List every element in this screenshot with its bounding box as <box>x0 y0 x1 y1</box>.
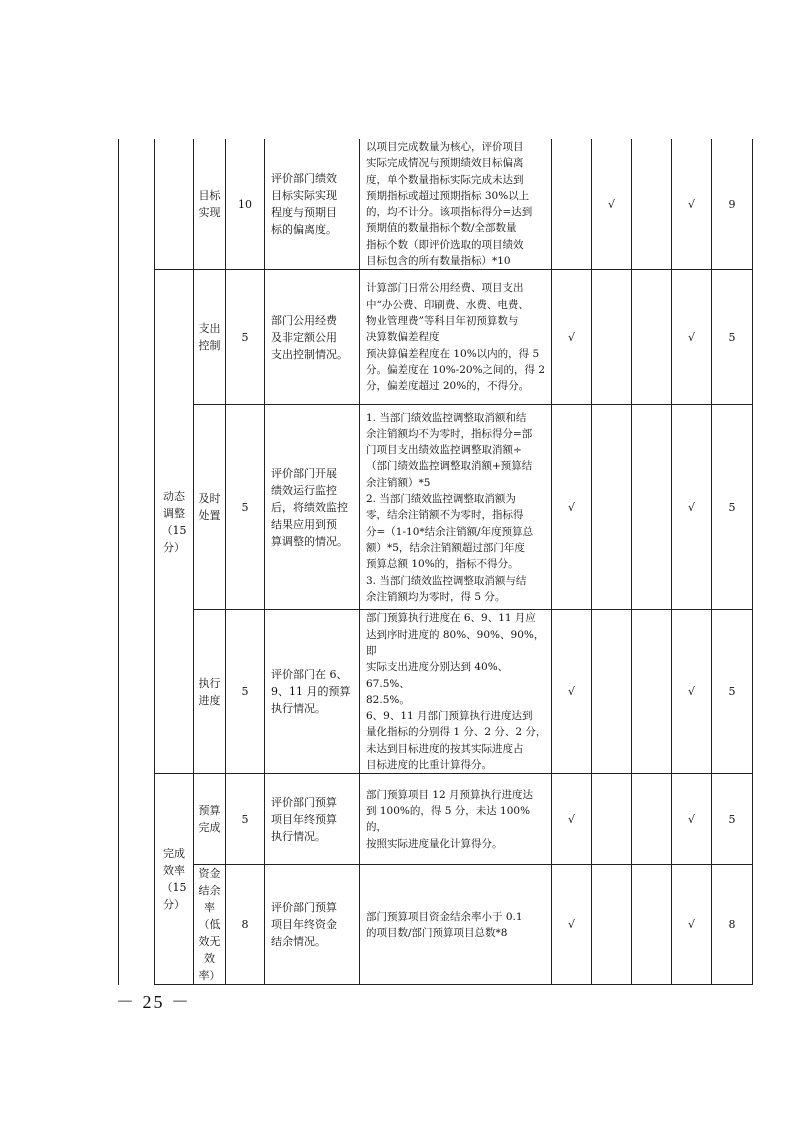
indicator-cell <box>194 405 226 610</box>
check-b-cell <box>592 270 632 405</box>
criteria-cell <box>360 139 552 270</box>
check-a-cell <box>552 139 592 270</box>
content-cell <box>265 610 360 774</box>
indicator-text: 预算 完成 <box>198 804 221 835</box>
check-a-cell: √ <box>552 774 592 865</box>
content-cell <box>265 270 360 405</box>
check-d-cell: √ <box>672 270 712 405</box>
check-c-cell <box>632 405 672 610</box>
table-row <box>119 774 753 865</box>
criteria-cell <box>360 865 552 985</box>
check-c-cell <box>632 865 672 985</box>
category-cell <box>155 139 194 270</box>
criteria-text: 部门预算项目资金结余率小于 0.1 的项目数/部门预算项目总数*8 <box>366 910 523 939</box>
check-b-cell <box>592 774 632 865</box>
content-text: 评价部门预算 项目年终资金 结余情况。 <box>271 901 337 949</box>
indicator-text: 资金 结余 率 （低 效无 效 率） <box>198 867 221 983</box>
check-b-cell: √ <box>592 139 632 270</box>
check-b-cell <box>592 865 632 985</box>
indicator-text: 支出 控制 <box>198 322 221 353</box>
indicator-text: 执行 进度 <box>198 676 221 707</box>
category-text: 完成 效率 （15 分） <box>161 847 187 912</box>
criteria-text: 部门预算执行进度在 6、9、11 月应 达到序时进度的 80%、90%、90%，即 实际支出进度分别达到 40%、67.5%、 82.5%。 6、9、11 月部门预算执行进度达到 量化指标的分别得 1 分、2 分、2 分， 未达到目标进度的按其实际进度占 目标进度的比重计算得分。 <box>366 612 547 772</box>
category-cell <box>155 774 194 985</box>
category-text: 动态 调整 （15 分） <box>161 489 187 554</box>
score-cell: 5 <box>712 774 753 865</box>
weight-cell: 5 <box>226 774 265 865</box>
criteria-cell <box>360 405 552 610</box>
content-text: 部门公用经费 及非定额公用 支出控制情况。 <box>271 313 348 361</box>
score-cell: 5 <box>712 405 753 610</box>
blank-left-cell <box>119 139 155 985</box>
content-text: 评价部门在 6、 9、11 月的预算 执行情况。 <box>271 668 351 716</box>
weight-cell: 5 <box>226 610 265 774</box>
weight-cell: 10 <box>226 139 265 270</box>
table-row <box>119 610 753 774</box>
check-c-cell <box>632 610 672 774</box>
content-text: 评价部门预算 项目年终预算 执行情况。 <box>271 795 337 843</box>
criteria-cell <box>360 774 552 865</box>
content-cell <box>265 405 360 610</box>
check-c-cell <box>632 774 672 865</box>
check-c-cell <box>632 270 672 405</box>
check-d-cell: √ <box>672 139 712 270</box>
check-a-cell: √ <box>552 405 592 610</box>
check-d-cell: √ <box>672 774 712 865</box>
score-cell: 9 <box>712 139 753 270</box>
criteria-text: 计算部门日常公用经费、项目支出 中“办公费、印刷费、水费、电费、 物业管理费”等科目年初预算数与 决算数偏差程度 预决算偏差程度在 10%以内的，得 5 分。偏差度在 10%-20%之间的，得 2 分，偏差度超过 20%的，不得分。 <box>366 282 546 393</box>
content-cell <box>265 774 360 865</box>
criteria-cell <box>360 270 552 405</box>
content-text: 评价部门绩效 目标实际实现 程度与预期目 标的偏离度。 <box>271 172 337 237</box>
criteria-text: 部门预算项目 12 月预算执行进度达 到 100%的，得 5 分，未达 100%的， 按照实际进度量化计算得分。 <box>366 788 534 850</box>
weight-cell: 5 <box>226 270 265 405</box>
category-cell <box>155 270 194 774</box>
indicator-cell <box>194 270 226 405</box>
criteria-cell <box>360 610 552 774</box>
indicator-cell <box>194 865 226 985</box>
check-b-cell <box>592 610 632 774</box>
check-d-cell: √ <box>672 865 712 985</box>
check-c-cell <box>632 139 672 270</box>
weight-cell: 5 <box>226 405 265 610</box>
indicator-cell <box>194 774 226 865</box>
content-cell <box>265 139 360 270</box>
weight-cell: 8 <box>226 865 265 985</box>
check-d-cell: √ <box>672 610 712 774</box>
table-row <box>119 270 753 405</box>
check-d-cell: √ <box>672 405 712 610</box>
content-text: 评价部门开展 绩效运行监控 后，将绩效监控 结果应用到预 算调整的情况。 <box>271 466 348 548</box>
table-row <box>119 139 753 270</box>
criteria-text: 以项目完成数量为核心，评价项目 实际完成情况与预期绩效目标偏离 度，单个数量指标实际完成未达到 预期指标或超过预期指标 30%以上 的，均不计分。该项指标得分=达到 预期值的数量指标个数/全部数量 指标个数（即评价选取的项目绩效 目标包含的所有数量指标）*10 <box>366 141 533 268</box>
check-a-cell: √ <box>552 610 592 774</box>
evaluation-table <box>118 139 753 985</box>
check-a-cell: √ <box>552 270 592 405</box>
check-a-cell: √ <box>552 865 592 985</box>
indicator-text: 及时 处置 <box>198 492 221 523</box>
table-row <box>119 865 753 985</box>
content-cell <box>265 865 360 985</box>
indicator-cell <box>194 139 226 270</box>
indicator-cell <box>194 610 226 774</box>
score-cell: 5 <box>712 610 753 774</box>
table-row <box>119 405 753 610</box>
score-cell: 8 <box>712 865 753 985</box>
criteria-text: 1. 当部门绩效监控调整取消额和结 余注销额均不为零时，指标得分=部 门项目支出绩效监控调整取消额÷ （部门绩效监控调整取消额+预算结 余注销额）*5 2. 当部门绩效监控调整取消额为 零，结余注销额不为零时，指标得 分=（1-10*结余注销额/年度预算总 额）*5，结余注销额超过部门年度 预算总额 10%的，指标不得分。 3. 当部门绩效监控调整取消额与结 余注销额均为零时，得 5 分。 <box>366 411 534 603</box>
indicator-text: 目标 实现 <box>198 189 221 220</box>
page-number: － 25 － <box>116 992 191 1012</box>
score-cell: 5 <box>712 270 753 405</box>
check-b-cell <box>592 405 632 610</box>
